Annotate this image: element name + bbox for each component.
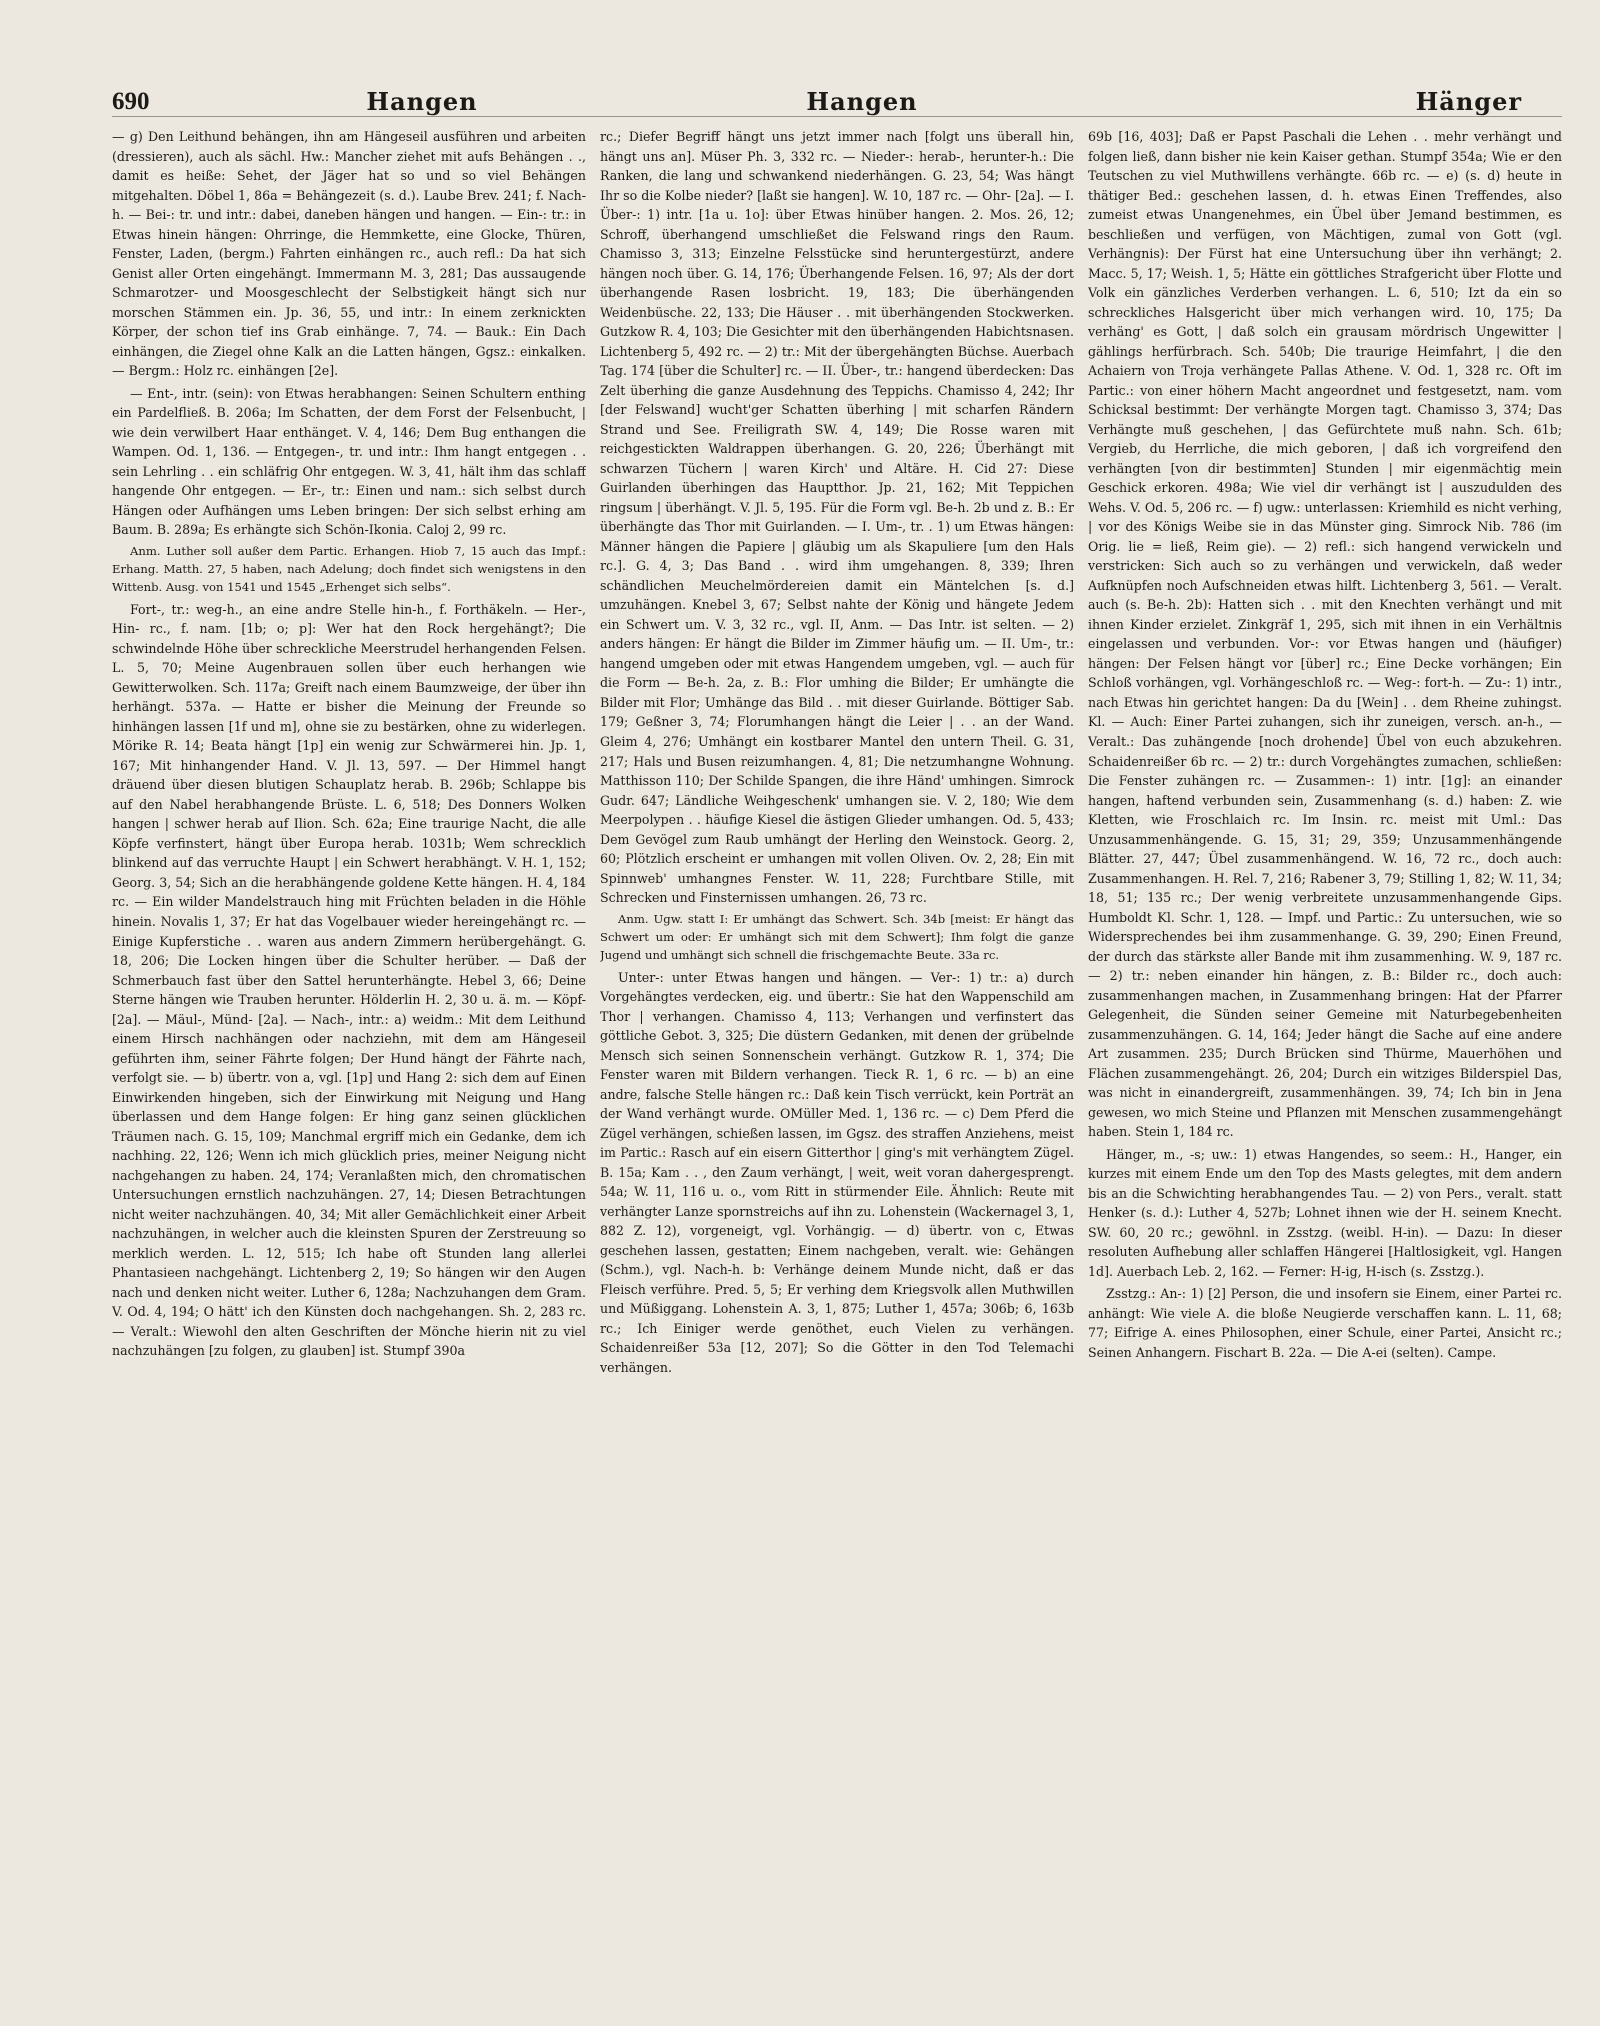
page-number: 690 [112,88,150,115]
column-right [1088,127,1562,1997]
entry-paragraph: 69b [16, 403]; Daß er Papst Paschali die Lehen . . mehr verhängt und folgen ließ, dann bisher nie kein Kaiser gethan. Stumpf 354a; Wie er den Teutschen zu viel Muthwillens verhängte. 66b rc. — e) (s. d) heute in thätiger Bed.: geschehen lassen, d. h. etwas Einen Treffendes, also zumeist etwas Unangenehmes, ein Übel über Jemand bestimmen, es beschließen und verfügen, von Mächtigen, zumal von Gott (vgl. Verhängnis): Der Fürst hat eine Untersuchung über ihn verhängt; 2. Macc. 5, 17; Weish. 1, 5; Hätte ein göttliches Strafgericht über Flotte und Volk ein gänzliches Verderben verhangen. L. 6, 510; Izt da ein so schreckliches Halsgericht über mich verhangen wird. 10, 175; Da verhäng' es Gott, | daß solch ein grausam mördrisch Ungewitter | gählings herfürbrach. Sch. 540b; Die traurige Heimfahrt, | die den Achaiern von Troja verhängete Pallas Athene. V. Od. 1, 328 rc. Oft im Partic.: von einer höhern Macht angeordnet und festgesetzt, nam. vom Schicksal bestimmt: Der verhängte Morgen tagt. Chamisso 3, 374; Das Verhängte muß geschehen, | das Gefürchtete muß nahn. Sch. 61b; Vergieb, du Herrliche, die mich geboren, | daß ich vorgreifend den verhängten [von dir bestimmten] Stunden | mir eigenmächtig mein Geschick erkoren. 498a; Wie viel dir verhängt ist | auszudulden des Wehs. V. Od. 5, 206 rc. — f) ugw.: unterlassen: Kriemhild es nicht verhing, | vor des Königs Weibe sie in das Münster ging. Simrock Nib. 786 (im Orig. lie = ließ, Reim gie). — 2) refl.: sich hangend verwickeln und verstricken: Sich auch so zu verhängen und verwickeln, daß weder Aufknüpfen noch Aufschneiden etwas hilft. Lichtenberg 3, 561. — Veralt. auch (s. Be-h. 2b): Hatten sich . . mit den Knechten verhängt und mit ihnen Kinder erzielet. Zinkgräf 1, 295, sich mit ihnen in ein Verhältnis eingelassen und verbunden. Vor-: vor Etwas hangen und (häufiger) hängen: Der Felsen hängt vor [über] rc.; Eine Decke vorhängen; Ein Schloß vorhängen, vgl. Vorhängeschloß rc. — Weg-: fort-h. — Zu-: 1) intr., nach Etwas hin gerichtet hangen: Da du [Wein] . . dem Rheine zuhingst. Kl. — Auch: Einer Partei zuhangen, sich ihr zuneigen, versch. an-h., — Veralt.: Das zuhängende [noch drohende] Übel von euch abzukehren. Schaidenreißer 6b rc. — 2) tr.: durch Vorgehängtes zumachen, schließen: Die Fenster zuhängen rc. — Zusammen-: 1) intr. [1g]: an einander hangen, haftend verbunden sein, Zusammenhang (s. d.) haben: Z. wie Kletten, wie Froschlaich rc. Im Insin. rc. meist mit Uml.: Das Unzusammenhängende. G. 15, 31; 29, 359; Unzusammenhängende Blätter. 27, 447; Übel zusammenhängend. W. 16, 72 rc., doch auch: Zusammenhangen. H. Rel. 7, 216; Rabener 3, 79; Stilling 1, 82; W. 11, 34; 18, 51; 135 rc.; Der wenig verbreitete unzusammenhangende Gips. Humboldt Kl. Schr. 1, 128. — Impf. und Partic.: Zu untersuchen, wie so Widersprechendes bei ihm zusammenhange. G. 39, 290; Einen Freund, der durch das stärkste aller Bande mit ihm zusammenhing. W. 9, 187 rc. — 2) tr.: neben einander hin hängen, z. B.: Bilder rc., doch auch: zusammenhangen machen, in Zusammenhang bringen: Hat der Pfarrer Gelegenheit, die Sünden seiner Gemeine mit Naturbegebenheiten zusammenzuhängen. G. 14, 164; Jeder hängt die Sache auf eine andere Art zusammen. 235; Durch Brücken sind Thürme, Mauerhöhen und Flächen zusammengehängt. 26, 204; Durch ein witziges Bilderspiel Das, was nicht in einandergreift, zusammenhängen. 39, 74; Ich bin in Jena gewesen, wo mich Steine und Pflanzen mit Menschen zusammengehängt haben. Stein 1, 184 rc. [1088,129,1562,1140]
right-running-headword: Hänger [1415,87,1522,116]
entry-paragraph: Unter-: unter Etwas hangen und hängen. — Ver-: 1) tr.: a) durch Vorgehängtes verdecken, eig. und übertr.: Sie hat den Wappenschild am Thor | verhangen. Chamisso 4, 113; Verhangen und verfinstert das göttliche Gebot. 3, 325; Die düstern Gedanken, mit denen der grübelnde Mensch sich seinen Sonnenschein verhängt. Gutzkow R. 1, 374; Die Fenster waren mit Bildern verhangen. Tieck R. 1, 6 rc. — b) an eine andre, falsche Stelle hängen rc.: Daß kein Tisch verrückt, kein Porträt an der Wand verhängt wurde. OMüller Med. 1, 136 rc. — c) Dem Pferd die Zügel verhängen, schießen lassen, im Ggsz. des straffen Anziehens, meist im Partic.: Rasch auf ein eisern Gitterthor | ging's mit verhängtem Zügel. B. 15a; Kam . . , den Zaum verhängt, | weit, weit voran dahergesprengt. 54a; W. 11, 116 u. o., vom Ritt in stürmender Eile. Ähnlich: Reute mit verhängter Lanze spornstreichs auf ihn zu. Lohenstein (Wackernagel 3, 1, 882 Z. 12), vorgeneigt, vgl. Vorhängig. — d) übertr. von c, Etwas geschehen lassen, gestatten; Einem nachgeben, veralt. wie: Gehängen (Schm.), vgl. Nach-h. b: Verhänge deinem Munde nicht, daß er das Fleisch verführe. Pred. 5, 5; Er verhing dem Kriegsvolk allen Muthwillen und Müßiggang. Lohenstein A. 3, 1, 875; Luther 1, 457a; 306b; 6, 163b rc.; Ich Einiger werde genöthet, euch Vielen zu verhängen. Schaidenreißer 53a [12, 207]; So die Götter in den Tod Telemachi verhängen. [600,969,1074,1375]
compounds-paragraph: Zsstzg.: An-: 1) [2] Person, die und insofern sie Einem, einer Partei rc. anhängt: Wie viele A. die bloße Neugierde verschaffen kann. L. 11, 68; 77; Eifrige A. eines Philosophen, einer Schule, einer Partei, Ansicht rc.; Seinen Anhangern. Fischart B. 22a. — Die A-ei (selten). Campe. [1088,1286,1562,1360]
entry-paragraph: — g) Den Leithund behängen, ihn am Hängeseil ausführen und arbeiten (dressieren), auch als sächl. Hw.: Mancher ziehet mit aufs Behängen . ., damit es heiße: Sehet, der Jäger hat so und so viel Behängen mitgehalten. Döbel 1, 86a = Behängezeit (s. d.). Laube Brev. 241; f. Nach-h. — Bei-: tr. und intr.: dabei, daneben hängen und hangen. — Ein-: tr.: in Etwas hinein hängen: Ohrringe, die Hemmkette, eine Glocke, Thüren, Fenster, Laden, (bergm.) Fahrten einhängen rc., auch refl.: Da hat sich Genist aller Orten eingehängt. Immermann M. 3, 281; Das aussaugende Schmarotzer- und Moosgeschlecht der Selbstigkeit hängt sich nur morschen Stämmen ein. Jp. 36, 55, und intr.: In einem zerknickten Körper, der schon tief ins Grab einhänge. 7, 74. — Bauk.: Ein Dach einhängen, die Ziegel ohne Kalk an die Latten hängen, Ggsz.: einkalken. — Bergm.: Holz rc. einhängen [2e]. [112,129,586,379]
note-paragraph: Anm. Luther soll außer dem Partic. Erhangen. Hiob 7, 15 auch das Impf.: Erhang. Matth. 27, 5 haben, nach Adelung; doch findet sich wenigstens in den Wittenb. Ausg. von 1541 und 1545 „Erhenget sich selbs“. [112,543,586,594]
left-running-headword: Hangen [366,87,478,116]
entry-paragraph: — Ent-, intr. (sein): von Etwas herabhangen: Seinen Schultern enthing ein Pardelfließ. B. 206a; Im Schatten, der dem Forst der Felsenbucht, | wie dein verwilbert Haar enthänget. V. 4, 146; Dem Bug enthangen die Wampen. Od. 1, 136. — Entgegen-, tr. und intr.: Ihm hangt entgegen . . sein Lehrling . . ein schläfrig Ohr entgegen. W. 3, 41, hält ihm das schlaff hangende Ohr entgegen. — Er-, tr.: Einen und nam.: sich selbst durch Hängen oder Aufhängen ums Leben bringen: Der sich selbst erhing am Baum. B. 289a; Es erhängte sich Schön-Ikonia. Caloj 2, 99 rc. [112,385,586,538]
entry-paragraph: Fort-, tr.: weg-h., an eine andre Stelle hin-h., f. Forthäkeln. — Her-, Hin- rc., f. nam. [1b; o; p]: Wer hat den Rock hergehängt?; Die schwindelnde Höhe über schreckliche Meerstrudel herhangenden Felsen. L. 5, 70; Meine Augenbrauen sollen über euch herhangen wie Gewitterwolken. Sch. 117a; Greift nach einem Baumzweige, der über ihn herhängt. 537a. — Hatte er bisher die Meinung der Freunde so hinhängen lassen [1f und m], ohne sie zu bestärken, ohne zu widerlegen. Mörike R. 14; Beata hängt [1p] ein wenig zur Schwärmerei hin. Jp. 1, 167; Mit hinhangender Hand. V. Jl. 13, 597. — Der Himmel hangt dräuend über diesen blutigen Schauplatz herab. B. 296b; Schlappe bis auf den Nabel herabhangende Brüste. L. 6, 518; Des Donners Wolken hangen | schwer herab auf Ilion. Sch. 62a; Eine traurige Nacht, die alle Köpfe verfinstert, hängt über Europa herab. 1031b; Wem schrecklich blinkend auf das verruchte Haupt | ein Schwert herabhängt. V. H. 1, 152; Georg. 3, 54; Sich an die herabhängende goldene Kette hängen. H. 4, 184 rc. — Ein wilder Mandelstrauch hing mit Früchten beladen in die Höhle hinein. Novalis 1, 37; Er hat das Vogelbauer wieder hereingehängt rc. — Einige Kupferstiche . . waren aus andern Zimmern herübergehängt. G. 18, 206; Die Locken hingen über die Schulter herüber. — Daß der Schmerbauch fast über den Sattel herunterhängte. Hebel 3, 66; Deine Sterne hängen wie Trauben herunter. Hölderlin H. 2, 30 u. ä. m. — Köpf- [2a]. — Mäul-, Münd- [2a]. — Nach-, intr.: a) weidm.: Mit dem Leithund einem Hirsch nachhängen oder nachziehn, mit dem am Hängeseil geführten ihm, seiner Fährte folgen; Der Hund hängt der Fährte nach, verfolgt sie. — b) übertr. von a, vgl. [1p] und Hang 2: sich dem auf Einen Einwirkenden hingeben, sich der Einwirkung mit Neigung und Hang überlassen und dem Hange folgen: Er hing ganz seinen glücklichen Träumen nach. G. 15, 109; Manchmal ergriff mich ein Gedanke, dem ich nachhing. 22, 126; Wenn ich mich glücklich pries, meiner Neigung nicht nachgehangen zu haben. 24, 174; Veranlaßten mich, den chromatischen Untersuchungen ernstlich nachzuhängen. 27, 14; Diesen Betrachtungen nicht weiter nachzuhängen. 40, 34; Mit aller Gemächlichkeit einer Arbeit nachzuhängen, in welcher auch die kleinsten Spuren der Zerstreuung so merklich werden. L. 12, 515; Ich habe oft Stunden lang allerlei Phantasieen nachgehängt. Lichtenberg 2, 19; So hängen wir den Augen nach und denken nicht weiter. Luther 6, 128a; Nachzuhangen dem Gram. V. Od. 4, 194; O hätt' ich den Künsten doch nachgehangen. Sh. 2, 283 rc. — Veralt.: Wiewohl den alten Geschriften der Mönche hierin nit zu viel nachzuhängen [zu folgen, zu glauben] ist. Stumpf 390a [112,601,586,1359]
entry-paragraph: rc.; Diefer Begriff hängt uns jetzt immer nach [folgt uns überall hin, hängt uns an]. Müser Ph. 3, 332 rc. — Nieder-: herab-, herunter-h.: Die Ranken, die lang und schwankend niederhängen. G. 23, 54; Was hängt Ihr so die Kolbe nieder? [laßt sie hangen]. W. 10, 187 rc. — Ohr- [2a]. — I. Über-: 1) intr. [1a u. 1o]: über Etwas hinüber hangen. 2. Mos. 26, 12; Schroff, überhangend umschließet die Felswand rings den Raum. Chamisso 3, 313; Einzelne Felsstücke sind heruntergestürzt, andere hängen noch über. G. 14, 176; Überhangende Felsen. 16, 97; Als der dort überhangende Rasen losbricht. 19, 183; Die überhängenden Weidenbüsche. 22, 133; Die Häuser . . mit überhängenden Stockwerken. Gutzkow R. 4, 103; Die Gesichter mit den überhängenden Habichtsnasen. Lichtenberg 5, 492 rc. — 2) tr.: Mit der übergehängten Büchse. Auerbach Tag. 174 [über die Schulter] rc. — II. Über-, tr.: hangend überdecken: Das Zelt überhing die ganze Ausdehnung des Teppichs. Chamisso 4, 242; Ihr [der Felswand] wucht'ger Schatten überhing | mit scharfen Rändern Strand und See. Freiligrath SW. 4, 149; Die Rosse waren mit reichgestickten Waldrappen überhangen. G. 20, 226; Überhängt mit schwarzen Tüchern | waren Kirch' und Altäre. H. Cid 27: Diese Guirlanden überhingen das Hauptthor. Jp. 21, 162; Mit Teppichen ringsum | überhängt. V. Jl. 5, 195. Für die Form vgl. Be-h. 2b und z. B.: Er überhängte das Thor mit Guirlanden. — I. Um-, tr. . 1) um Etwas hängen: Männer hängen die Papiere | gläubig um als Skapuliere [um den Hals rc.]. G. 4, 3; Das Band . . wird ihm umgehangen. 8, 339; Ihren schändlichen Meuchelmördereien damit ein Mäntelchen [s. d.] umzuhängen. Knebel 3, 67; Selbst nahte der König und hängete Jedem ein Schwert um. V. 3, 32 rc., vgl. II, Anm. — Das Intr. ist selten. — 2) anders hängen: Er hängt die Bilder im Zimmer häufig um. — II. Um-, tr.: hangend umgeben oder mit etwas Hangendem umgeben, vgl. — auch für die Form — Be-h. 2a, z. B.: Flor umhing die Bilder; Er umhängte die Bilder mit Flor; Umhänge das Bild . . mit dieser Guirlande. Böttiger Sab. 179; Geßner 3, 74; Florumhangen hängt die Leier | . . an der Wand. Gleim 4, 276; Umhängt ein kostbarer Mantel den untern Theil. G. 31, 217; Hals und Busen reizumhangen. 4, 81; Die netzumhangne Wohnung. Matthisson 110; Der Schilde Spangen, die ihre Händ' umhingen. Simrock Gudr. 647; Ländliche Weihgeschenk' umhangen sie. V. 2, 180; Wie dem Meerpolypen . . häufige Kiesel die ästigen Glieder umhangen. Od. 5, 433; Dem Gevögel zum Raub umhängt der Herling den Weinstock. Georg. 2, 60; Plötzlich erscheint er umhangen mit vollen Oliven. Ov. 2, 28; Ein mit Spinnweb' umhangnes Fenster. W. 11, 228; Furchtbare Stille, mit Schrecken und Finsternissen umhangen. 26, 73 rc. [600,129,1074,906]
headword-entry-haenger: Hänger, m., -s; uw.: 1) etwas Hangendes, so seem.: H., Hanger, ein kurzes mit einem Ende um den Top des Masts gelegtes, mit dem andern bis an die Schwichting herabhangendes Tau. — 2) von Pers., veralt. statt Henker (s. d.): Luther 4, 527b; Lohnet ihnen wie der H. seinem Knecht. SW. 60, 20 rc.; gewöhnl. in Zsstzg. (weibl. H-in). — Dazu: In dieser resoluten Aufhebung aller schlaffen Hängerei [Haltlosigkeit, vgl. Hangen 1d]. Auerbach Leb. 2, 162. — Ferner: H-ig, H-isch (s. Zsstzg.). [1088,1146,1562,1279]
column-middle [600,127,1074,1997]
note-paragraph: Anm. Ugw. statt I: Er umhängt das Schwert. Sch. 34b [meist: Er hängt das Schwert um oder: Er umhängt sich mit dem Schwert]; Ihm folgt die ganze Jugend und umhängt sich schnell die frischgemachte Beute. 33a rc. [600,911,1074,962]
column-left [112,127,586,1997]
text-columns [112,127,1562,1997]
page-header [112,70,1562,117]
center-running-headword: Hangen [806,87,918,116]
